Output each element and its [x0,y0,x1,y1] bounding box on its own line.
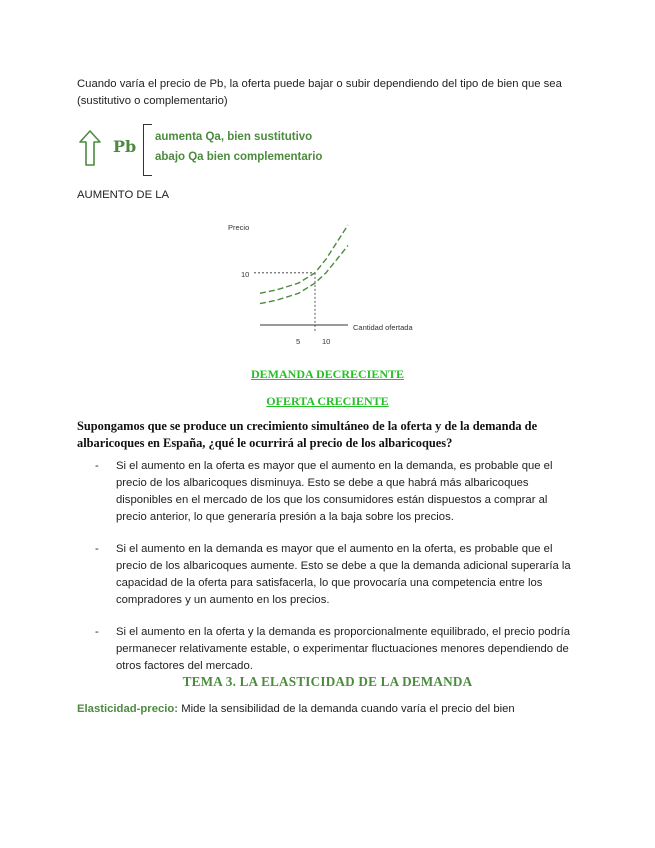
elasticidad-term: Elasticidad-precio: [77,703,179,715]
list-item-text: Si el aumento en la demanda es mayor que el aumento en la oferta, es probable que el precio de los albaricoques aumente. Esto se debe a que la demanda adicional superaría la capacidad de la oferta para satisfacerla, lo que provocaría una competencia entre los compradores y un aumento en los precios. [116,543,571,606]
chart-ylabel: Precio [228,223,250,232]
bullet-dash: - [95,543,99,555]
elasticidad-text: Mide la sensibilidad de la demanda cuando varía el precio del bien [178,703,515,715]
chart-xtick-5: 5 [296,337,301,346]
bullet-dash: - [95,460,99,472]
intro-paragraph: Cuando varía el precio de Pb, la oferta puede bajar o subir dependiendo del tipo de bien que sea (sustitutivo o complementario) [77,78,562,107]
chart-xlabel: Cantidad ofertada [353,323,413,332]
question-paragraph: Supongamos que se produce un crecimiento simultáneo de la oferta y de la demanda de albaricoques en España, ¿qué le ocurrirá al precio de los albaricoques? [77,419,538,450]
chart-ytick: 10 [241,270,250,279]
up-arrow-icon [79,130,101,166]
elasticidad-paragraph [77,703,515,715]
pb-option-sustitutivo: aumenta Qa, bien sustitutivo [155,131,313,143]
list-item [77,624,577,675]
pb-label: Pb [113,137,137,156]
heading-oferta-creciente: OFERTA CRECIENTE [266,394,389,408]
list-item-text: Si el aumento en la oferta y la demanda es proporcionalmente equilibrado, el precio podría permanecer relativamente estable, o experimentar fluctuaciones menores dependiendo de otros factores del mercado. [116,626,571,672]
chart-xtick-10: 10 [322,337,331,346]
list-item [77,541,577,609]
bracket [143,124,152,176]
supply-chart [220,215,430,350]
list-item [77,458,577,526]
supply-curve-shifted [260,246,348,304]
list-item-text: Si el aumento en la oferta es mayor que el aumento en la demanda, es probable que el precio de los albaricoques disminuya. Esto se debe a que habrá más albaricoques disponibles en el mercado de los que los consumidores están dispuestos a comprar al precio anterior, lo que generaría presión a la baja sobre los precios. [116,460,553,523]
tema-heading: TEMA 3. LA ELASTICIDAD DE LA DEMANDA [182,674,473,689]
pb-diagram [77,122,437,178]
scenario-list [77,458,577,690]
bullet-dash: - [95,626,99,638]
aumento-label: AUMENTO DE LA [77,189,170,201]
heading-demanda-decreciente: DEMANDA DECRECIENTE [250,367,405,381]
supply-curve-initial [260,225,348,293]
pb-option-complementario: abajo Qa bien complementario [155,151,323,163]
